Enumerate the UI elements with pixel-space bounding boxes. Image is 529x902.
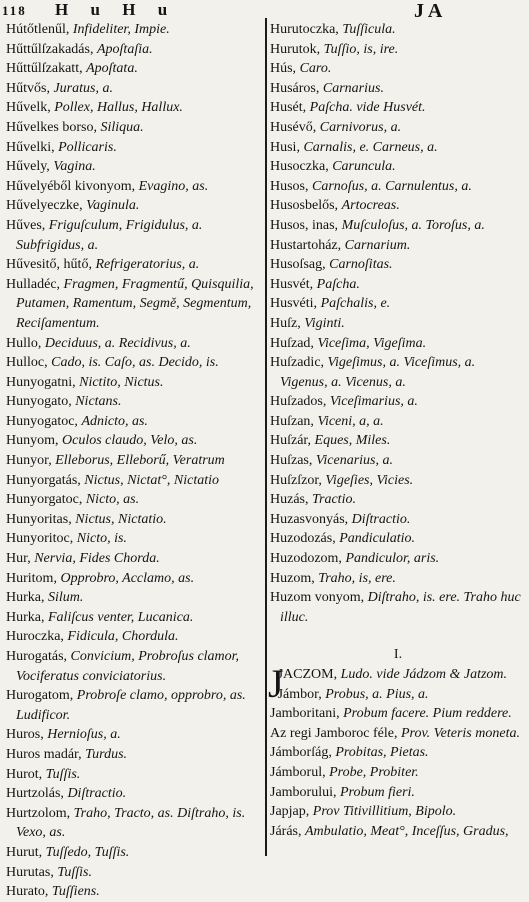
dictionary-entry (6, 451, 262, 471)
latin-translation: Pandiculor, aris. (345, 551, 440, 567)
headword: Hunyoritoc, (6, 531, 74, 547)
headword: Hurutas, (6, 864, 54, 880)
dictionary-entry (270, 353, 526, 392)
headword: Hustartoház, (270, 237, 342, 253)
dictionary-entry (6, 765, 262, 785)
dictionary-entry (6, 882, 262, 902)
headword: Hurutoczka, (270, 22, 339, 37)
dictionary-entry (270, 392, 526, 412)
dictionary-entry (270, 216, 526, 236)
headword: Husét, (270, 100, 307, 116)
headword: Hullo, (6, 335, 42, 351)
latin-translation: Nicto, as. (85, 492, 140, 508)
section-heading: I. (393, 647, 403, 663)
headword: Husáros, (270, 80, 320, 96)
latin-translation: Adnicto, as. (81, 413, 148, 429)
latin-translation: Refrigeratorius, a. (95, 257, 200, 273)
dictionary-entry (6, 647, 262, 686)
headword: Hurtzolom, (6, 805, 71, 821)
headword: Hunyogatoc, (6, 413, 78, 429)
latin-translation: Tuſſicula. (342, 22, 396, 37)
latin-translation: Traho, Tracto, as. Diſtraho, is. Vexo, as. (16, 805, 246, 841)
dictionary-entry (270, 783, 526, 803)
latin-translation: Apoſtaſia. (96, 41, 153, 57)
latin-translation: Fidicula, Chordula. (67, 629, 179, 645)
headword: Huſzad, (270, 335, 314, 351)
dictionary-entry (270, 275, 526, 295)
dictionary-entry (270, 314, 526, 334)
headword: Huzodozom, (270, 551, 342, 567)
headword: Hulloc, (6, 355, 48, 371)
latin-translation: Traho, is, ere. (318, 570, 396, 586)
dictionary-entry (270, 802, 526, 822)
headword: Hulladéc, (6, 276, 61, 292)
headword: Huſzadic, (270, 355, 325, 371)
latin-translation: Deciduus, a. Recidivus, a. (44, 335, 191, 351)
headword: Hurogatom, (6, 688, 74, 704)
running-head-letter: H (55, 0, 71, 19)
dictionary-entry (270, 196, 526, 216)
latin-translation: Vaginula. (86, 198, 140, 214)
latin-translation: Prov. Veteris moneta. (401, 725, 520, 741)
latin-translation: Convicium, Probroſus clamor, Vociferatus conviciatorius. (16, 649, 240, 684)
headword: Huros, (6, 727, 44, 743)
headword: Hűvelki, (6, 139, 55, 155)
dictionary-entry (6, 412, 262, 432)
headword: Hús, (270, 61, 297, 77)
headword: Husosbelős, (270, 198, 339, 214)
dictionary-entry (6, 373, 262, 393)
latin-translation: Nictus, Nictat°, Nictatio (84, 472, 220, 488)
latin-translation: Probitas, Pietas. (335, 745, 429, 761)
page-number: 118 (2, 3, 27, 18)
dictionary-entry (270, 59, 526, 79)
headword: Hűtvős, (6, 80, 50, 96)
latin-translation: Tuſſis. (57, 864, 92, 880)
headword: Jámborſág, (270, 745, 332, 761)
latin-translation: Friguſculum, Frigidulus, a. Subfrigidus, a. (16, 217, 203, 253)
left-column (6, 20, 262, 902)
headword: Hurka, (6, 590, 45, 606)
latin-translation: Viginti. (304, 315, 345, 331)
headword: Hűttűlſzakatt, (6, 61, 83, 77)
running-head-letter: u (90, 0, 102, 19)
dictionary-entry (6, 529, 262, 549)
headword: Hurut, (6, 844, 43, 860)
headword: Hűves, (6, 217, 46, 233)
headword: JACZOM, (277, 667, 338, 682)
headword: Hunyoritas, (6, 511, 72, 527)
dictionary-entry (270, 588, 526, 627)
running-head-letter: H (122, 0, 138, 19)
running-head-letter: u (157, 0, 170, 19)
headword: Huros madár, (6, 746, 82, 762)
right-column (270, 20, 526, 841)
latin-translation: Carnoſitas. (329, 257, 393, 273)
headword: Hűvelk, (6, 100, 51, 116)
dictionary-entry (6, 471, 262, 491)
dictionary-entry (6, 138, 262, 158)
dictionary-entry (6, 588, 262, 608)
dictionary-entry (6, 157, 262, 177)
dictionary-entry (270, 40, 526, 60)
dictionary-entry (6, 177, 262, 197)
headword: Huzodozás, (270, 531, 336, 547)
dictionary-entry (6, 275, 262, 334)
dictionary-entry (6, 784, 262, 804)
latin-translation: Diſtractio. (351, 511, 411, 527)
latin-translation: Tuſſio, is, ire. (323, 41, 399, 57)
latin-translation: Ludo. vide Jádzom & Jatzom. (340, 667, 508, 682)
headword: Huzás, (270, 492, 309, 508)
headword: Huſzas, (270, 453, 313, 469)
latin-translation: Turdus. (85, 746, 128, 762)
latin-translation: Tuſſis. (45, 766, 81, 782)
dictionary-entry (6, 627, 262, 647)
latin-translation: Paſchalis, e. (320, 296, 391, 312)
headword: Husévő, (270, 119, 317, 135)
dictionary-entry (6, 549, 262, 569)
headword: Hurogatás, (6, 649, 68, 664)
latin-translation: Silum. (48, 590, 84, 606)
latin-translation: Faliſcus venter, Lucanica. (48, 609, 194, 625)
dictionary-entry (270, 724, 526, 744)
dictionary-entry (6, 118, 262, 138)
headword: Huſzan, (270, 413, 314, 429)
headword: Huritom, (6, 570, 57, 586)
latin-translation: Vagina. (53, 159, 96, 175)
latin-translation: Elleborus, Elleborű, Veratrum (55, 453, 225, 469)
dictionary-entry (6, 608, 262, 628)
latin-translation: Caruncula. (332, 159, 396, 175)
running-head-left (2, 0, 264, 20)
latin-translation: Viceſimarius, a. (329, 394, 418, 410)
headword: Hurka, (6, 609, 45, 625)
latin-translation: Apoſtata. (86, 61, 138, 77)
headword: Hurato, (6, 884, 49, 900)
dictionary-entry (270, 510, 526, 530)
headword: Hűvelyéből kivonyom, (6, 178, 136, 194)
latin-translation: Carnarius. (322, 80, 384, 96)
latin-translation: Vigeſimus, a. Viceſimus, a. Vigenus, a. Vicenus, a. (280, 355, 476, 390)
headword: Hunyorgatoc, (6, 492, 83, 508)
dictionary-entry (270, 20, 526, 40)
dictionary-entry (270, 157, 526, 177)
latin-translation: Nictito, Nictus. (79, 374, 164, 390)
dictionary-entry (6, 353, 262, 373)
dictionary-entry (6, 216, 262, 255)
latin-translation: Paſcha. (316, 276, 360, 292)
dictionary-entry (6, 431, 262, 451)
headword: Hur, (6, 551, 31, 567)
dictionary-entry (6, 569, 262, 589)
dictionary-entry (270, 412, 526, 432)
headword: Járás, (270, 823, 302, 839)
dictionary-entry (270, 529, 526, 549)
latin-translation: Muſculoſus, a. Toroſus, a. (341, 217, 485, 233)
latin-translation: Nictus, Nictatio. (75, 511, 167, 527)
headword: Hunyor, (6, 453, 52, 469)
headword: Huzasvonyás, (270, 511, 349, 527)
dictionary-entry (6, 255, 262, 275)
latin-translation: Carnalis, e. Carneus, a. (303, 139, 438, 155)
latin-translation: Siliqua. (100, 119, 144, 135)
headword: Hunyogatni, (6, 374, 76, 390)
latin-translation: Evagino, as. (138, 178, 209, 194)
drop-cap: J (268, 661, 284, 706)
latin-translation: Tuſſiens. (51, 884, 100, 900)
dictionary-entry (6, 392, 262, 412)
latin-translation: Fragmen, Fragmentű, Quisquilia, Putamen, Ramentum, Segmě, Segmentum, Reciſamentum. (16, 276, 254, 331)
latin-translation: Nicto, is. (76, 531, 127, 547)
headword: Hútőtlenűl, (6, 22, 70, 37)
latin-translation: Paſcha. vide Husvét. (309, 100, 426, 116)
latin-translation: Caro. (299, 61, 332, 77)
headword: Hurutok, (270, 41, 321, 57)
headword: Husoſsag, (270, 257, 326, 273)
dictionary-entry (270, 743, 526, 763)
latin-translation: Probum fieri. (340, 784, 415, 800)
headword: Huroczka, (6, 629, 64, 645)
headword: Huſzſzor, (270, 472, 322, 488)
latin-translation: Probus, a. Pius, a. (325, 686, 429, 702)
dictionary-entry (6, 98, 262, 118)
dictionary-entry (270, 704, 526, 724)
latin-translation: Nervia, Fides Chorda. (34, 551, 160, 567)
latin-translation: Carnivorus, a. (319, 119, 402, 135)
dictionary-entry (270, 138, 526, 158)
dictionary-entry (6, 490, 262, 510)
headword: Husvéti, (270, 296, 318, 312)
dictionary-entry (270, 822, 526, 842)
latin-translation: Pollicaris. (58, 139, 117, 155)
latin-translation: Probroſe clamo, opprobro, as. Ludificor. (16, 688, 246, 723)
dictionary-entry (270, 490, 526, 510)
dictionary-entry (6, 745, 262, 765)
latin-translation: Diſtraho, is. ere. Traho huc illuc. (280, 590, 521, 625)
dictionary-entry (6, 863, 262, 883)
dictionary-entry (270, 451, 526, 471)
dictionary-entry (6, 686, 262, 725)
headword: Husos, (270, 178, 309, 194)
dictionary-entry (6, 40, 262, 60)
latin-translation: Prov Titivillitium, Bipolo. (312, 804, 457, 820)
dictionary-entry (270, 118, 526, 138)
dictionary-entry (270, 177, 526, 197)
latin-translation: Juratus, a. (53, 80, 113, 96)
dictionary-entry (270, 236, 526, 256)
dictionary-entry (270, 569, 526, 589)
latin-translation: Hernioſus, a. (47, 727, 121, 743)
latin-translation: Pandiculatio. (339, 531, 416, 547)
latin-translation: Tractio. (312, 492, 356, 508)
headword: Hurot, (6, 766, 43, 782)
headword: Huſzados, (270, 394, 327, 410)
headword: Jamborului, (270, 784, 337, 800)
dictionary-entry (270, 431, 526, 451)
dictionary-entry (270, 763, 526, 783)
latin-translation: Vigeſies, Vicies. (325, 472, 414, 488)
latin-translation: Probe, Probiter. (329, 764, 419, 780)
latin-translation: Oculos claudo, Velo, as. (62, 433, 198, 449)
headword: Huzom, (270, 570, 315, 586)
headword: Hűvesitő, hűtő, (6, 257, 92, 273)
dictionary-entry (270, 685, 526, 705)
dictionary-entry (270, 255, 526, 275)
column-divider (265, 18, 267, 856)
latin-translation: Nictans. (75, 394, 122, 410)
headword: Japjap, (270, 804, 310, 820)
headword: Hurtzolás, (6, 786, 64, 802)
latin-translation: Eques, Miles. (314, 433, 391, 449)
latin-translation: Tuſſedo, Tuſſis. (45, 844, 130, 860)
dictionary-entry (270, 334, 526, 354)
latin-translation: Cado, is. Caſo, as. Decido, is. (51, 355, 219, 371)
headword: Hűvelkes borso, (6, 119, 97, 135)
dictionary-entry (270, 549, 526, 569)
headword: Hunyorgatás, (6, 472, 81, 488)
dictionary-entry (6, 510, 262, 530)
headword: Hűttűlſzakadás, (6, 41, 94, 57)
headword: Huzom vonyom, (270, 590, 365, 606)
dictionary-entry (6, 79, 262, 99)
headword: Husi, (270, 139, 300, 155)
headword: Jámbor, (277, 686, 322, 702)
headword: Az regi Jamboroc féle, (270, 725, 398, 741)
latin-translation: Ambulatio, Meat°, Inceſſus, Gradus, (305, 823, 509, 839)
dictionary-entry (6, 725, 262, 745)
dictionary-entry (270, 471, 526, 491)
latin-translation: Probum facere. Pium reddere. (343, 706, 512, 722)
latin-translation: Viceni, a, a. (317, 413, 384, 429)
dictionary-entry (6, 334, 262, 354)
dictionary-entry (270, 79, 526, 99)
headword: Husos, inas, (270, 217, 339, 233)
latin-translation: Infideliter, Impie. (72, 22, 170, 37)
latin-translation: Artocreas. (341, 198, 400, 214)
headword: Hunyogato, (6, 394, 72, 410)
dictionary-entry (6, 804, 262, 843)
headword: Jámborul, (270, 764, 326, 780)
headword: Hűvelyeczke, (6, 198, 83, 214)
latin-translation: Viceſima, Vigeſima. (317, 335, 427, 351)
dictionary-entry (6, 843, 262, 863)
latin-translation: Carnoſus, a. Carnulentus, a. (312, 178, 472, 194)
running-head-right: J A (414, 0, 443, 22)
headword: Husvét, (270, 276, 314, 292)
latin-translation: Carnarium. (344, 237, 411, 253)
dictionary-entry (6, 196, 262, 216)
latin-translation: Pollex, Hallus, Hallux. (54, 100, 183, 116)
headword: Jamboritani, (270, 706, 340, 722)
dictionary-entry (270, 294, 526, 314)
dictionary-entry (270, 98, 526, 118)
headword: Hűvely, (6, 159, 50, 175)
headword: Husoczka, (270, 159, 329, 175)
headword: Hunyom, (6, 433, 59, 449)
latin-translation: Vicenarius, a. (315, 453, 394, 469)
latin-translation: Diſtractio. (67, 786, 127, 802)
dictionary-entry (6, 59, 262, 79)
headword: Huſz, (270, 315, 301, 331)
latin-translation: Opprobro, Acclamo, as. (60, 570, 195, 586)
dictionary-entry (6, 20, 262, 40)
headword: Huſzár, (270, 433, 312, 449)
